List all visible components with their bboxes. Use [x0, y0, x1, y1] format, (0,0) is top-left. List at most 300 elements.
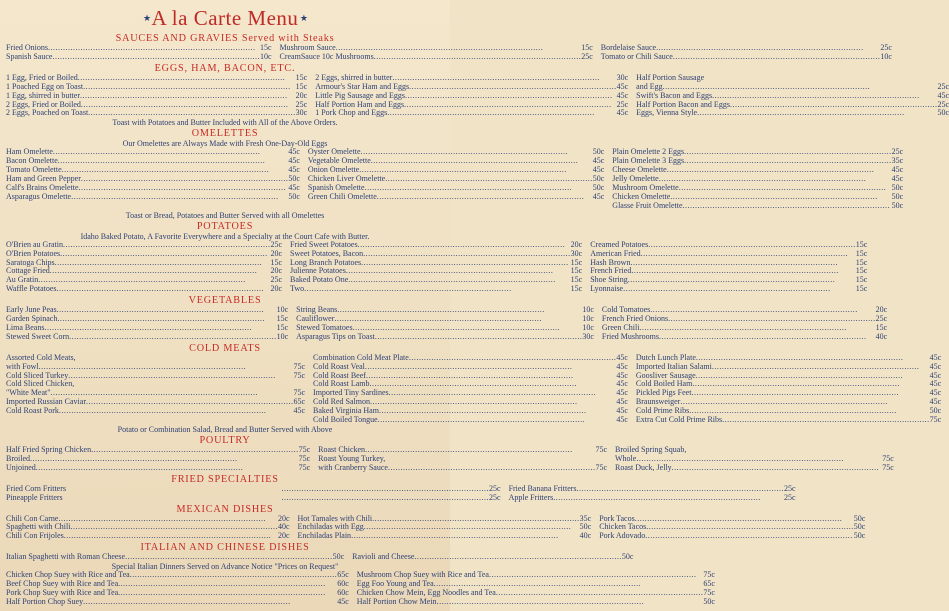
item-price: 45c — [616, 370, 628, 380]
menu-item — [6, 598, 349, 607]
item-name: Beef Chop Suey with Rice and Tea — [6, 579, 119, 589]
section-columns — [6, 483, 796, 503]
item-price: 45c — [288, 165, 300, 175]
menu-column — [636, 74, 949, 119]
menu-item — [636, 109, 949, 118]
item-name: Cold Sliced Turkey — [6, 370, 69, 380]
item-price: 25c — [937, 81, 949, 91]
menu-item — [636, 416, 941, 425]
item-price: 30c — [616, 72, 629, 82]
section-columns — [6, 352, 942, 425]
section-sauces — [6, 33, 892, 62]
item-dots — [377, 193, 593, 202]
item-price: 65c — [703, 579, 715, 589]
item-name: Dutch Lunch Plate — [635, 352, 696, 362]
item-name: 2 Eggs, shirred in butter — [315, 72, 393, 82]
item-name: Fried Banana Fritters — [508, 483, 577, 493]
item-dots — [83, 598, 337, 607]
menu-column — [6, 515, 290, 542]
item-price: 15c — [295, 72, 308, 82]
item-price: 15c — [276, 314, 289, 324]
item-name: Mushroom Omelette — [612, 182, 679, 192]
item-name: Baked Potato One — [290, 275, 349, 285]
item-price: 75c — [703, 570, 715, 580]
item-name: Early June Peas — [6, 305, 57, 315]
item-name: Half Portion Chop Suey — [6, 596, 84, 606]
section-topline — [6, 552, 634, 562]
menu-item — [282, 494, 501, 503]
item-price: 50c — [621, 552, 634, 562]
item-dots — [282, 494, 490, 503]
menu-column — [6, 571, 349, 607]
item-price: 75c — [595, 462, 607, 472]
item-name: Lyonnaise — [590, 284, 624, 294]
item-price: 45c — [616, 90, 629, 100]
menu-item — [602, 333, 887, 342]
item-price: 25c — [270, 239, 283, 249]
item-price: 45c — [616, 406, 628, 416]
item-price: 50c — [703, 596, 715, 606]
item-price: 10c — [259, 51, 272, 61]
item-price: 20c — [277, 531, 290, 541]
item-name: Plain Omelette 2 Eggs — [612, 147, 685, 157]
item-price: 15c — [855, 248, 868, 258]
item-price: 50c — [853, 522, 866, 532]
section-columns — [6, 513, 866, 542]
item-price: 45c — [929, 361, 942, 371]
item-price: 25c — [489, 483, 501, 493]
item-price: 75c — [882, 462, 894, 472]
item-price: 10c — [582, 314, 594, 324]
item-price: 50c — [891, 200, 904, 210]
section-intro: Special Italian Dinners Served on Advance Notice "Prices on Request" — [111, 562, 339, 572]
item-name: Julienne Potatoes — [290, 266, 346, 276]
menu-item — [6, 464, 310, 473]
item-price: 45c — [288, 147, 300, 157]
section-vegetables — [6, 295, 888, 342]
item-dots — [387, 109, 616, 118]
item-name: Cold Sliced Chicken, — [6, 379, 75, 389]
menu-item — [6, 532, 290, 541]
item-name: Garden Spinach — [6, 314, 58, 324]
menu-item — [601, 53, 892, 62]
menu-item — [6, 193, 300, 202]
item-name: French Fried — [590, 266, 632, 276]
item-price: 75c — [298, 445, 311, 454]
menu-column — [636, 354, 941, 425]
item-price: 20c — [270, 248, 283, 258]
item-price: 40c — [277, 522, 290, 532]
item-dots — [374, 53, 582, 62]
section-heading: SAUCES AND GRAVIES Served with Steaks — [115, 33, 335, 44]
menu-column — [602, 306, 887, 342]
menu-item — [296, 333, 594, 342]
item-name: Au Gratin — [6, 275, 39, 285]
item-name: Cold Roast Pork — [6, 406, 59, 416]
item-name: String Beans — [296, 305, 338, 315]
item-price: 15c — [855, 275, 868, 285]
item-price: 60c — [337, 587, 349, 597]
item-name: and Egg — [636, 81, 663, 91]
item-name: Stewed Tomatoes — [296, 322, 353, 332]
item-name: Half Portion Ham and Eggs — [315, 99, 405, 109]
item-name: Green Chili — [601, 322, 640, 332]
item-dots — [673, 53, 881, 62]
item-price: 50c — [592, 147, 605, 157]
item-price: 25c — [875, 314, 888, 324]
item-name: Imported Italian Salami — [635, 361, 712, 371]
item-price: 45c — [592, 156, 605, 166]
menu-item — [6, 333, 288, 342]
item-dots — [365, 446, 595, 455]
section-heading: POULTRY — [199, 435, 251, 446]
item-dots — [36, 464, 299, 473]
item-price: 45c — [616, 361, 628, 371]
menu-item — [308, 193, 604, 202]
menu-item — [298, 532, 592, 541]
item-dots — [388, 464, 596, 473]
item-name: Ham Omelette — [6, 147, 53, 157]
item-dots — [414, 553, 622, 562]
item-price: 50c — [288, 191, 300, 201]
item-name: Sweet Potatoes, Bacon — [290, 248, 364, 258]
item-name: Fried Sweet Potatoes — [290, 239, 358, 249]
item-name: Cold Roast Veal — [313, 361, 365, 371]
item-price: 15c — [875, 322, 888, 332]
item-price: 15c — [581, 43, 593, 52]
item-name: 1 Egg, Fried or Boiled — [6, 72, 78, 82]
item-price: 25c — [489, 492, 501, 502]
item-name: Whole — [615, 453, 637, 463]
item-name: with Cranberry Sauce — [318, 462, 388, 472]
topline-col — [6, 553, 344, 562]
menu-column — [308, 148, 604, 210]
item-price: 25c — [616, 99, 629, 109]
item-price: 30c — [570, 248, 583, 258]
item-name: Saratoga Chips — [6, 257, 55, 267]
star-icon: ★ — [143, 13, 152, 23]
menu-item — [352, 553, 633, 562]
section-potatoes — [6, 220, 868, 294]
item-name: Cold Roast Lamb — [313, 379, 370, 389]
menu-column — [357, 571, 715, 607]
title-row — [6, 4, 444, 32]
menu-item — [6, 53, 272, 62]
item-name: Mushroom Chop Suey with Rice and Tea — [356, 570, 489, 580]
menu-item — [313, 416, 628, 425]
section-italian — [6, 542, 715, 607]
menu-item — [315, 109, 628, 118]
item-name: Spanish Omelette — [307, 182, 365, 192]
item-price: 15c — [295, 81, 308, 91]
menu-column — [6, 148, 300, 210]
item-name: Little Pig Sausage and Eggs — [315, 90, 405, 100]
item-name: American Fried — [590, 248, 641, 258]
menu-column — [318, 446, 607, 473]
menu-column — [6, 354, 305, 425]
item-dots — [623, 285, 856, 294]
item-name: 1 Pork Chop and Eggs — [315, 108, 388, 118]
item-name: Egg Foo Young and Tea — [356, 579, 434, 589]
item-price: 45c — [929, 379, 942, 389]
item-price: 25c — [784, 492, 796, 502]
item-name: O'Brien Potatoes — [6, 248, 61, 258]
item-price: 15c — [570, 266, 583, 276]
item-price: 45c — [288, 156, 300, 166]
item-name: Enchiladas Plain — [297, 531, 352, 541]
item-name: Asparagus Tips on Toast — [296, 331, 375, 341]
item-price: 25c — [581, 51, 593, 61]
item-name: Extra Cut Cold Prime Ribs — [635, 415, 723, 425]
item-price: 30c — [295, 108, 308, 118]
section-heading: POTATOES — [196, 220, 254, 232]
item-dots — [645, 532, 854, 541]
menu-column — [6, 446, 310, 473]
item-name: Onion Omelette — [307, 165, 360, 175]
item-name: Cold Roast Beef — [313, 370, 366, 380]
item-name: Pork Chop Suey with Rice and Tea — [6, 587, 119, 597]
item-name: Asparagus Omelette — [6, 191, 72, 201]
item-price: 45c — [891, 165, 904, 175]
item-name: Oyster Omelette — [307, 147, 361, 157]
item-name: Broiled Spring Squab, — [615, 445, 687, 454]
item-price: 15c — [570, 257, 583, 267]
item-name: 2 Eggs, Poached on Toast — [6, 108, 89, 118]
item-name: Unjoined — [6, 462, 36, 472]
item-price: 20c — [570, 239, 583, 249]
menu-column — [296, 306, 594, 342]
menu-column — [612, 148, 903, 210]
item-name: Chicken Liver Omelette — [307, 174, 386, 184]
item-price: 15c — [855, 266, 868, 276]
item-price: 45c — [592, 191, 605, 201]
item-name: Half Portion Bacon and Eggs — [636, 99, 730, 109]
item-name: Chicken Chow Mein, Egg Noodles and Tea — [356, 587, 496, 597]
item-name: Hot Tamales with Chili — [297, 513, 373, 523]
menu-column — [6, 306, 288, 342]
item-price: 15c — [270, 257, 283, 267]
section-heading: VEGETABLES — [188, 295, 262, 307]
item-price: 75c — [595, 445, 607, 454]
item-price: 50c — [579, 522, 592, 532]
item-price: 20c — [270, 266, 283, 276]
item-dots — [69, 333, 277, 342]
item-name: Chicken Tacos — [599, 522, 647, 532]
menu-item — [590, 285, 867, 294]
item-name: Half Portion Sausage — [636, 72, 705, 82]
item-dots — [697, 109, 937, 118]
item-name: Apple Fritters — [508, 492, 554, 502]
item-name: Pork Tacos — [599, 513, 635, 523]
item-dots — [88, 109, 296, 118]
item-price: 75c — [929, 415, 942, 425]
item-name: Vegetable Omelette — [307, 156, 371, 166]
item-name: CreamSauce 10c Mushrooms — [279, 51, 374, 61]
item-name: Hash Brown — [590, 257, 631, 267]
section-intro: Our Omelettes are Always Made with Fresh One-Day-Old Eggs — [122, 139, 328, 149]
item-name: Goosliver Sausage — [635, 370, 696, 380]
topline-col — [352, 553, 633, 562]
section-footer: Toast or Bread, Potatoes and Butter Served with all Omelettes — [125, 210, 325, 220]
item-price: 45c — [929, 352, 942, 362]
item-name: Cauliflower — [296, 314, 335, 324]
item-dots — [378, 416, 617, 425]
section-coldmeats — [6, 342, 942, 434]
menu-column — [601, 44, 892, 62]
section-heading: ITALIAN AND CHINESE DISHES — [140, 542, 310, 554]
item-price: 10c — [582, 322, 594, 332]
item-name: 1 Egg, shirred in butter — [6, 90, 80, 100]
item-price: 45c — [616, 108, 629, 118]
item-name: Fried Mushrooms — [601, 331, 659, 341]
item-price: 45c — [616, 388, 628, 398]
item-price: 75c — [703, 587, 715, 597]
item-name: French Fried Onions — [601, 314, 669, 324]
item-price: 15c — [570, 284, 583, 294]
section-fried — [6, 473, 796, 503]
item-price: 50c — [332, 552, 345, 562]
menu-item — [615, 464, 894, 473]
item-price: 50c — [853, 513, 866, 523]
item-dots — [59, 407, 294, 416]
item-price: 45c — [592, 165, 605, 175]
item-name: Combination Cold Meat Plate — [313, 352, 409, 362]
item-dots — [437, 598, 704, 607]
item-price: 50c — [937, 108, 949, 118]
item-price: 45c — [937, 90, 949, 100]
item-price: 15c — [570, 275, 583, 285]
item-name: Spanish Sauce — [6, 51, 53, 61]
item-name: Glasse Fruit Omelette — [612, 200, 683, 210]
item-name: Two — [290, 284, 305, 294]
menu-item — [280, 53, 593, 62]
item-name: Mushroom Sauce — [279, 43, 336, 52]
item-price: 40c — [579, 531, 592, 541]
section-columns — [6, 239, 868, 294]
section-columns — [6, 72, 949, 119]
item-name: Stewed Sweet Corn — [6, 331, 70, 341]
item-price: 75c — [293, 361, 306, 371]
item-name: Ravioli and Cheese — [352, 552, 415, 562]
menu-item — [290, 285, 582, 294]
item-price: 45c — [929, 397, 942, 407]
item-price: 50c — [288, 174, 300, 184]
item-price: 10c — [582, 305, 594, 315]
item-price: 65c — [293, 397, 306, 407]
item-name: Half Fried Spring Chicken — [6, 445, 92, 454]
menu-body — [6, 33, 949, 607]
menu-column — [282, 485, 501, 503]
section-heading: FRIED SPECIALTIES — [171, 473, 279, 485]
item-price: 75c — [298, 462, 311, 472]
item-price: 25c — [937, 99, 949, 109]
item-name: Cold Tomatoes — [601, 305, 651, 315]
section-mexican — [6, 503, 866, 542]
menu-column — [280, 44, 593, 62]
item-price: 20c — [875, 305, 888, 315]
item-price: 75c — [298, 453, 311, 463]
item-name: Cold Boiled Ham — [635, 379, 693, 389]
item-name: Calf's Brains Omelette — [6, 182, 79, 192]
item-price: 40c — [875, 331, 888, 341]
item-price: 20c — [270, 284, 283, 294]
item-price: 45c — [929, 370, 942, 380]
item-price: 10c — [276, 331, 289, 341]
item-name: Waffle Potatoes — [6, 284, 57, 294]
menu-column — [6, 485, 274, 503]
item-price: 20c — [277, 513, 290, 523]
item-name: Enchiladas with Egg — [297, 522, 364, 532]
item-price: 60c — [337, 579, 349, 589]
item-price: 15c — [259, 43, 272, 52]
menu-column — [615, 446, 894, 473]
menu-item — [6, 109, 307, 118]
item-price: 45c — [616, 397, 628, 407]
item-dots — [125, 553, 333, 562]
item-price: 25c — [891, 147, 904, 157]
section-columns — [6, 43, 892, 62]
item-name: Long Branch Potatoes — [290, 257, 362, 267]
item-dots — [375, 333, 583, 342]
item-price: 45c — [337, 596, 349, 606]
item-price: 15c — [855, 284, 868, 294]
menu-column — [313, 354, 628, 425]
menu-item — [509, 494, 796, 503]
item-name: Bacon Omelette — [6, 156, 58, 166]
item-price: 45c — [616, 81, 629, 91]
menu-column — [315, 74, 628, 119]
menu-item — [318, 464, 607, 473]
item-price: 65c — [337, 570, 349, 580]
item-dots — [304, 285, 571, 294]
item-dots — [57, 285, 271, 294]
item-price: 75c — [293, 388, 306, 398]
item-name: Swift's Bacon and Eggs — [636, 90, 713, 100]
item-name: O'Brien au Gratin — [6, 239, 63, 249]
section-intro: Idaho Baked Potato, A Favorite Everywhere and a Specialty at the Court Cafe with Butter. — [80, 231, 370, 241]
item-price: 20c — [295, 90, 308, 100]
item-name: Armour's Star Ham and Eggs — [315, 81, 410, 91]
section-heading: COLD MEATS — [189, 342, 261, 354]
item-dots — [683, 202, 892, 211]
item-name: Tomato or Chili Sauce — [600, 51, 673, 61]
item-dots — [64, 532, 278, 541]
item-price: 50c — [592, 174, 605, 184]
item-price: 45c — [288, 182, 300, 192]
item-name: Creamed Potatoes — [590, 239, 649, 249]
item-name: Assorted Cold Meats, — [6, 352, 76, 362]
item-name: Imported Russian Caviar — [6, 397, 86, 407]
item-price: 75c — [293, 370, 306, 380]
item-price: 35c — [579, 513, 592, 523]
item-name: "White Meat" — [6, 388, 51, 398]
section-columns — [6, 445, 894, 473]
menu-item — [6, 285, 282, 294]
item-name: Tomato Omelette — [6, 165, 62, 175]
section-eggs — [6, 62, 949, 128]
star-icon: ★ — [299, 13, 308, 23]
menu-item — [6, 407, 305, 416]
item-dots — [351, 532, 580, 541]
item-price: 25c — [270, 275, 283, 285]
item-name: Cold Red Salmon — [313, 397, 370, 407]
menu-column — [509, 485, 796, 503]
item-name: Shoe String — [590, 275, 628, 285]
item-name: Ham and Green Pepper — [6, 174, 81, 184]
item-name: Pineapple Fritters — [6, 492, 63, 502]
menu-item — [599, 532, 865, 541]
section-heading: EGGS, HAM, BACON, ETC. — [154, 62, 296, 74]
